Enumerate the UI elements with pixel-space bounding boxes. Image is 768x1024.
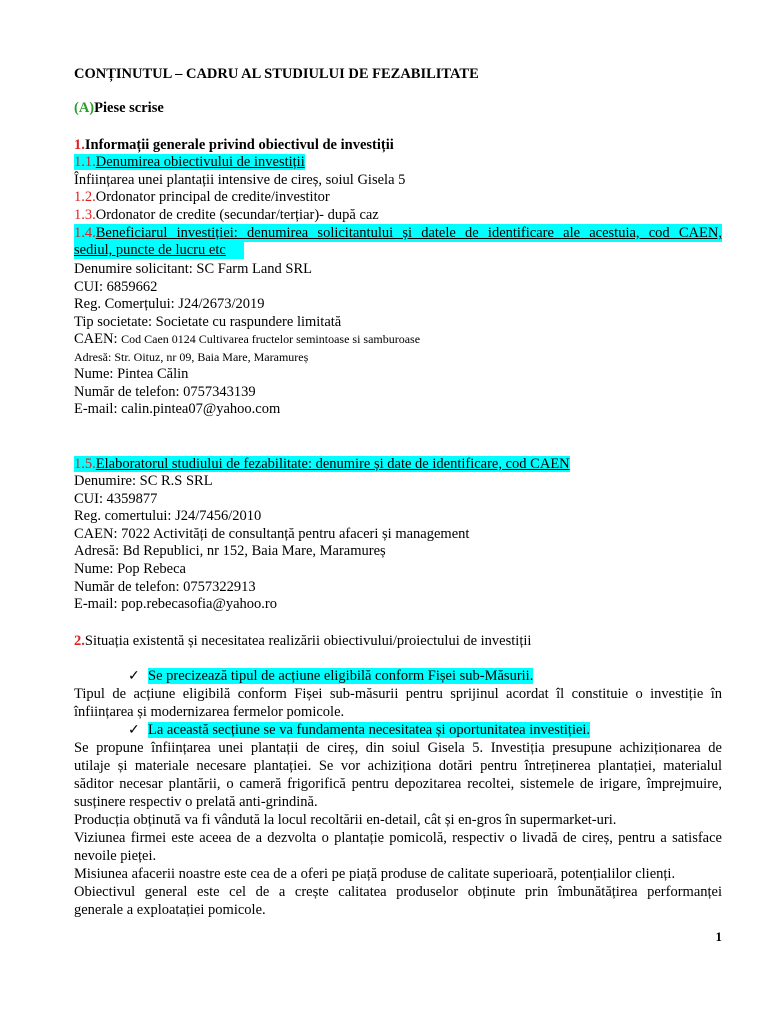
item-1-5-heading: 1.5.Elaboratorul studiului de fezabilitate: denumire și date de identificare, cod CAEN xyxy=(74,456,570,472)
para3: Producția obținută va fi vândută la locul recoltării en-detail, cât și en-gros în supermarket-uri. xyxy=(74,812,617,828)
applicant-reg: Reg. Comerțului: J24/2673/2019 xyxy=(74,296,265,312)
elaborator-name: Denumire: SC R.S SRL xyxy=(74,473,213,489)
para2-line3: săditor necesar plantării, o cameră frigorifică pentru depozitarea recoltei, sistemele de irigare, împrejmuire, xyxy=(74,776,722,792)
section-1-heading: 1.Informații generale privind obiectivul de investiții xyxy=(74,137,394,153)
document-title: CONȚINUTUL – CADRU AL STUDIULUI DE FEZABILITATE xyxy=(74,66,479,82)
para6-line2: generale a exploatației pomicole. xyxy=(74,902,266,918)
elaborator-cui: CUI: 4359877 xyxy=(74,491,158,507)
applicant-type: Tip societate: Societate cu raspundere limitată xyxy=(74,314,342,330)
para1-line1: Tipul de acțiune eligibilă conform Fișei sub-măsurii pentru sprijinul acordat îl constituie o investiție în xyxy=(74,686,722,702)
item-1-3-heading: 1.3.Ordonator de credite (secundar/terțiar)- după caz xyxy=(74,207,379,223)
elaborator-reg: Reg. comertului: J24/7456/2010 xyxy=(74,508,262,524)
check-icon: ✓ xyxy=(128,669,140,684)
item-1-1-heading: 1.1.Denumirea obiectivului de investiții xyxy=(74,154,305,170)
para4-line1: Viziunea firmei este aceea de a dezvolta o plantație pomicolă, respectiv o livadă de cireș, pentru a satisface xyxy=(74,830,722,846)
page-number: 1 xyxy=(715,929,722,944)
applicant-person: Nume: Pintea Călin xyxy=(74,366,189,382)
para2-line4: susținere respectiv o prelată anti-grindină. xyxy=(74,794,318,810)
applicant-caen: CAEN: Cod Caen 0124 Cultivarea fructelor semintoase si samburoase xyxy=(74,331,421,347)
section-2-heading: 2.Situația existentă și necesitatea realizării obiectivului/proiectului de investiții xyxy=(74,633,532,649)
check-item-1: Se precizează tipul de acțiune eligibilă conform Fișei sub-Măsurii. xyxy=(148,668,534,684)
applicant-phone: Număr de telefon: 0757343139 xyxy=(74,384,256,400)
elaborator-phone: Număr de telefon: 0757322913 xyxy=(74,579,256,595)
para2-line2: utilaje și materiale necesare plantației. Se vor achiziționa dotări pentru întreținerea plantației, materialul xyxy=(74,758,722,774)
check-icon: ✓ xyxy=(128,723,140,738)
applicant-name: Denumire solicitant: SC Farm Land SRL xyxy=(74,261,313,277)
para1-line2: înființarea și modernizarea fermelor pomicole. xyxy=(74,704,345,720)
para5: Misiunea afacerii noastre este cea de a oferi pe piață produse de calitate superioară, potențialilor clienți. xyxy=(74,866,676,882)
para4-line2: nevoile pieței. xyxy=(74,848,157,864)
item-1-1-value: Înființarea unei plantații intensive de cireș, soiul Gisela 5 xyxy=(74,172,406,188)
elaborator-email: E-mail: pop.rebecasofia@yahoo.ro xyxy=(74,596,277,612)
para2-line1: Se propune înființarea unei plantații de cireș, din soiul Gisela 5. Investiția presupune achiziționarea de xyxy=(74,740,722,756)
para6-line1: Obiectivul general este cel de a crește calitatea produselor obținute prin îmbunătățirea performanței xyxy=(74,884,722,900)
applicant-cui: CUI: 6859662 xyxy=(74,279,158,295)
section-a-heading: (A)Piese scrise xyxy=(74,100,164,116)
item-1-2-heading: 1.2.Ordonator principal de credite/investitor xyxy=(74,189,330,205)
item-1-4-heading: 1.4.Beneficiarul investiției: denumirea solicitantului și datele de identificare ale acestuia, cod CAEN, xyxy=(74,225,722,241)
elaborator-address: Adresă: Bd Republici, nr 152, Baia Mare, Maramureș xyxy=(74,543,386,559)
elaborator-caen: CAEN: 7022 Activități de consultanță pentru afaceri și management xyxy=(74,526,470,542)
check-item-2: La această secțiune se va fundamenta necesitatea și oportunitatea investiției. xyxy=(148,722,591,738)
applicant-email: E-mail: calin.pintea07@yahoo.com xyxy=(74,401,281,417)
applicant-address: Adresă: Str. Oituz, nr 09, Baia Mare, Maramureș xyxy=(74,350,309,364)
item-1-4-heading-cont: sediul, puncte de lucru etc xyxy=(74,242,226,258)
elaborator-person: Nume: Pop Rebeca xyxy=(74,561,186,577)
